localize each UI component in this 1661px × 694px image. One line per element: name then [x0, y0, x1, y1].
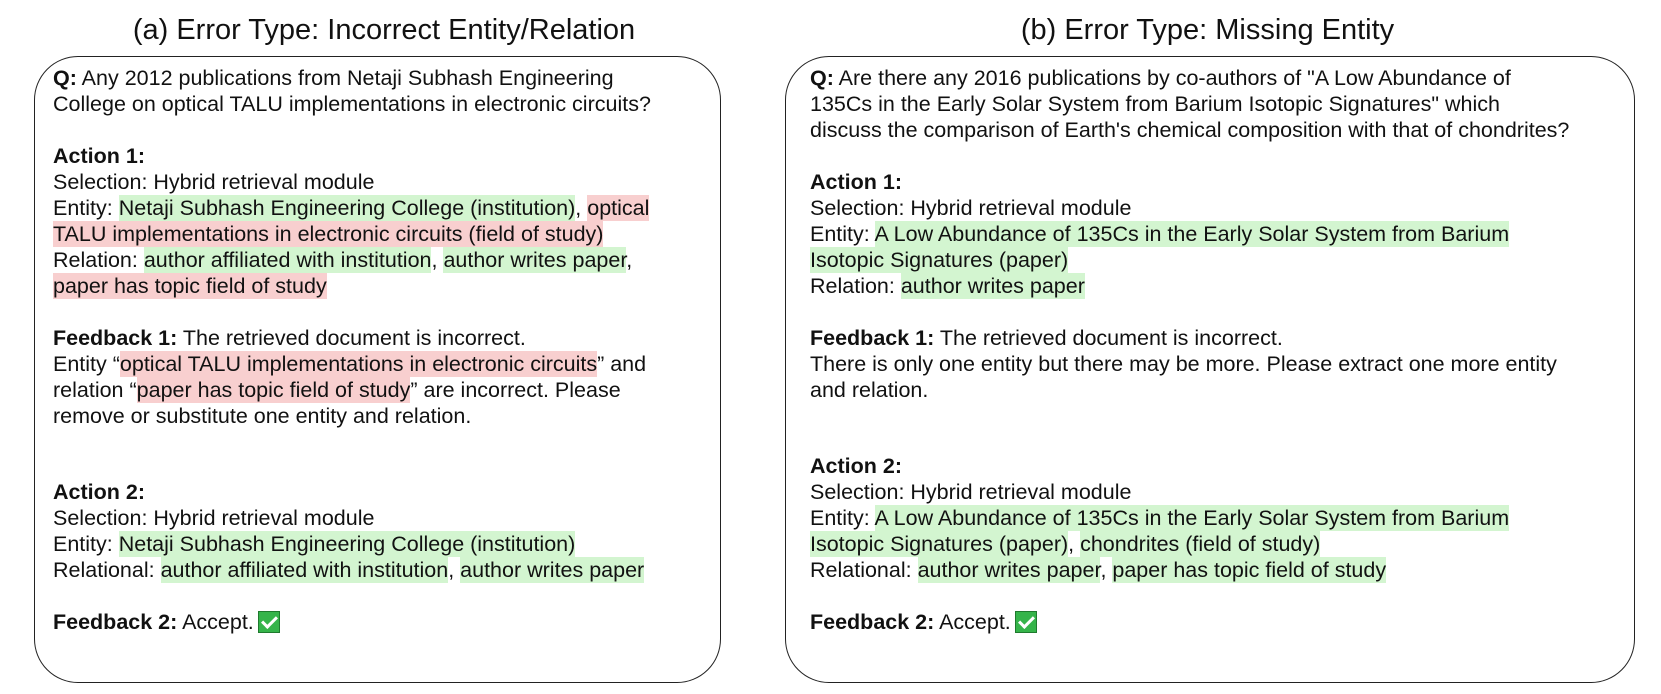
correct-relation-highlight: author affiliated with institution [143, 248, 432, 272]
question-line: 135Cs in the Early Solar System from Barium Isotopic Signatures" which [810, 92, 1500, 116]
panel-a-title: (a) Error Type: Incorrect Entity/Relation [132, 14, 636, 46]
question-line: Q: Are there any 2016 publications by co-authors of "A Low Abundance of [810, 66, 1511, 90]
correct-relation-highlight: author writes paper [443, 248, 627, 272]
correct-relation-highlight: author writes paper [900, 274, 1085, 298]
feedback-1: Feedback 1: The retrieved document is incorrect. [53, 326, 526, 350]
correct-entity-highlight: Isotopic Signatures (paper) [810, 532, 1069, 556]
action-1-entity: Entity: A Low Abundance of 135Cs in the Early Solar System from Barium [810, 222, 1510, 246]
action-2-heading: Action 2: [810, 454, 902, 478]
correct-entity-highlight: A Low Abundance of 135Cs in the Early Solar System from Barium [874, 506, 1510, 530]
action-1-heading: Action 1: [810, 170, 902, 194]
action-1-entity-cont [53, 221, 603, 247]
correct-relation-highlight: author writes paper [460, 558, 645, 582]
incorrect-entity-highlight: TALU implementations in electronic circuits (field of study) [53, 222, 604, 246]
incorrect-entity-highlight: optical TALU implementations in electronic circuits [119, 352, 598, 376]
correct-relation-highlight: author writes paper [917, 558, 1101, 582]
incorrect-relation-highlight: paper has topic field of study [53, 274, 327, 298]
correct-entity-highlight: Netaji Subhash Engineering College (institution) [118, 196, 576, 220]
action-1-selection: Selection: Hybrid retrieval module [810, 196, 1132, 220]
incorrect-entity-highlight: optical [587, 196, 650, 220]
feedback-2: Feedback 2: Accept. [53, 609, 280, 635]
question-line: Q: Any 2012 publications from Netaji Subhash Engineering [53, 66, 614, 90]
correct-entity-highlight: A Low Abundance of 135Cs in the Early Solar System from Barium [874, 222, 1510, 246]
action-2-selection: Selection: Hybrid retrieval module [53, 506, 375, 530]
panel-b-box [785, 56, 1635, 683]
feedback-1-entity: Entity “optical TALU implementations in electronic circuits” and [53, 352, 647, 376]
action-2-entity-cont: Isotopic Signatures (paper), chondrites (field of study) [810, 532, 1321, 556]
feedback-1-relation: relation “paper has topic field of study” are incorrect. Please [53, 378, 621, 402]
feedback-2: Feedback 2: Accept. [810, 609, 1037, 635]
question-line: discuss the comparison of Earth's chemical composition with that of chondrites? [810, 118, 1570, 142]
correct-entity-highlight: chondrites (field of study) [1080, 532, 1321, 556]
question-line: College on optical TALU implementations in electronic circuits? [53, 92, 651, 116]
correct-entity-highlight: Isotopic Signatures (paper) [810, 248, 1069, 272]
feedback-1-line: and relation. [810, 378, 929, 402]
check-mark-icon [1015, 611, 1037, 633]
action-1-relation: Relation: author writes paper [810, 274, 1085, 298]
action-1-heading: Action 1: [53, 144, 145, 168]
action-2-selection: Selection: Hybrid retrieval module [810, 480, 1132, 504]
correct-entity-highlight: Netaji Subhash Engineering College (institution) [118, 532, 576, 556]
correct-relation-highlight: paper has topic field of study [1112, 558, 1387, 582]
action-1-relation: Relation: author affiliated with institution, author writes paper, [53, 248, 633, 272]
action-1-entity-cont [810, 247, 1068, 273]
action-2-entity: Entity: Netaji Subhash Engineering College (institution) [53, 532, 576, 556]
action-2-relation: Relational: author writes paper, paper has topic field of study [810, 558, 1387, 582]
correct-relation-highlight: author affiliated with institution [160, 558, 449, 582]
feedback-1: Feedback 1: The retrieved document is incorrect. [810, 326, 1283, 350]
action-1-entity: Entity: Netaji Subhash Engineering College (institution), optical [53, 196, 650, 220]
incorrect-relation-highlight: paper has topic field of study [136, 378, 411, 402]
panel-b-title: (b) Error Type: Missing Entity [1020, 14, 1395, 46]
feedback-1-last: remove or substitute one entity and relation. [53, 404, 472, 428]
action-2-relation: Relational: author affiliated with institution, author writes paper [53, 558, 645, 582]
action-1-selection: Selection: Hybrid retrieval module [53, 170, 375, 194]
action-2-heading: Action 2: [53, 480, 145, 504]
action-1-relation-cont [53, 273, 327, 299]
action-2-entity: Entity: A Low Abundance of 135Cs in the Early Solar System from Barium [810, 506, 1510, 530]
feedback-1-line: There is only one entity but there may be more. Please extract one more entity [810, 352, 1557, 376]
check-mark-icon [258, 611, 280, 633]
panel-a-box [34, 56, 721, 683]
